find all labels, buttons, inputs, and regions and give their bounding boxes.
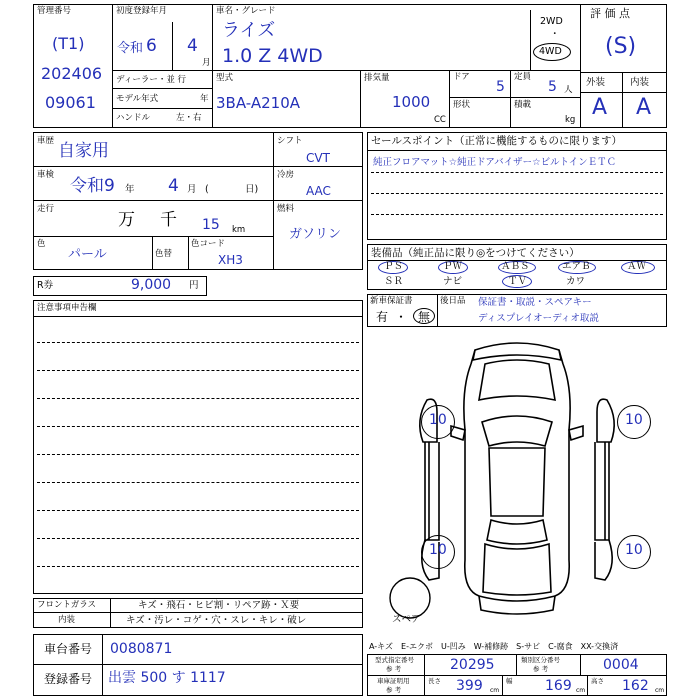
inspection-year-unit: 年	[125, 184, 135, 195]
height: 162	[622, 678, 649, 694]
loading-label: 積載	[514, 100, 532, 110]
color-code: XH3	[218, 253, 243, 267]
drive-4wd: 4WD	[539, 46, 562, 57]
inspection-month: 4	[168, 176, 179, 196]
recycle-frame	[33, 276, 207, 296]
warranty-label: 新車保証書	[370, 296, 413, 306]
km-unit: km	[232, 225, 246, 235]
color-value: パール	[68, 247, 107, 262]
tire-rl: 10	[429, 542, 447, 558]
after-label: 後日品	[440, 296, 466, 306]
mgmt-label: 管理番号	[37, 6, 72, 16]
interior-grade: A	[636, 95, 652, 120]
length: 399	[456, 678, 483, 694]
after-line1: 保証書・取説・スペアキー	[478, 297, 592, 308]
warranty-dot: ・	[395, 310, 408, 324]
reg-year: 6	[146, 36, 157, 56]
width-label: 幅	[506, 677, 513, 685]
chassis-label: 車台番号	[44, 642, 93, 656]
man-unit: 万	[118, 210, 135, 230]
interior-label: 内装	[630, 77, 650, 88]
door-label: ドア	[453, 72, 470, 82]
mileage-label: 走行	[37, 204, 55, 214]
model-code: 3BA-A210A	[216, 94, 301, 112]
person-unit: 人	[564, 85, 573, 95]
tire-fr: 10	[625, 412, 643, 428]
type-label: 型式	[216, 73, 234, 83]
fuel-value: ガソリン	[289, 227, 342, 242]
drive-dot: ・	[550, 29, 560, 40]
category-label: 類別区分番号	[521, 656, 560, 664]
model-designation: 20295	[450, 657, 495, 673]
recycle-value: 9,000	[131, 277, 172, 293]
equipment-label: 装備品（純正品に限り◎をつけてください）	[371, 247, 580, 259]
reg-era: 令和	[117, 41, 144, 56]
reg-month: 4	[187, 36, 198, 56]
shape-label: 形状	[453, 100, 471, 110]
capacity: 5	[548, 79, 557, 95]
handle-options: 左・右	[176, 113, 202, 123]
registration-value: 出雲 500 す 1117	[108, 670, 226, 686]
cert-ref: 参 考	[386, 686, 402, 694]
equip-aw: ＡＷ	[627, 261, 647, 272]
width: 169	[545, 678, 572, 694]
warranty-yes: 有	[376, 310, 389, 324]
color-label: 色	[37, 239, 46, 249]
month-unit: 月	[202, 58, 211, 68]
warranty-no: 無	[418, 310, 431, 324]
doors: 5	[496, 79, 505, 95]
model-designation-label: 型式指定番号	[375, 656, 414, 664]
model-year-label: モデル年式	[116, 94, 159, 104]
eval-score: (S)	[605, 34, 637, 59]
category: 0004	[603, 657, 639, 673]
notes-label: 注意事項申告欄	[37, 303, 97, 313]
equip-leather: カワ	[566, 276, 586, 287]
equip-sr: ＳＲ	[384, 276, 404, 287]
mgmt-t1: (T1)	[52, 34, 85, 53]
drive-2wd: 2WD	[540, 16, 563, 27]
displacement: 1000	[392, 93, 431, 111]
shift-value: CVT	[306, 151, 330, 165]
inspection-month-unit: 月	[187, 184, 197, 195]
equip-navi: ナビ	[443, 276, 463, 287]
chassis-value: 0080871	[110, 641, 173, 657]
cc-unit: CC	[434, 115, 446, 125]
sales-text: 純正フロアマット☆純正ドアバイザー☆ビルトインＥＴＣ	[373, 157, 617, 168]
recycle-unit: 円	[189, 280, 199, 291]
registration-label: 登録番号	[44, 672, 93, 686]
after-line2: ディスプレイオーディオ取説	[478, 313, 599, 324]
ac-label: 冷房	[277, 170, 295, 180]
inspection-era: 令和9	[70, 176, 115, 196]
height-label: 高さ	[591, 677, 604, 685]
shift-label: シフト	[277, 136, 303, 146]
tire-rr: 10	[625, 542, 643, 558]
equip-airb: エアＢ	[562, 261, 591, 272]
recycle-label: R券	[37, 280, 54, 291]
height-unit: cm	[655, 687, 665, 694]
tire-fl: 10	[429, 412, 447, 428]
inspection-day-unit: 日)	[245, 184, 259, 195]
mileage-value: 15	[202, 217, 220, 233]
model-year-unit: 年	[200, 94, 209, 104]
inspection-label: 車検	[37, 170, 55, 180]
car-diagram	[367, 330, 667, 630]
car-name-label: 車名・グレード	[216, 6, 276, 16]
capacity-label: 定員	[514, 72, 532, 82]
sales-frame	[367, 132, 667, 240]
front-glass-items: キズ・飛石・ヒビ割・リペア跡・Ｘ要	[138, 600, 300, 611]
spare-label: スペア	[392, 614, 421, 625]
fuel-label: 燃料	[277, 204, 295, 214]
ac-value: AAC	[306, 184, 331, 198]
header-frame	[33, 4, 667, 128]
interior-damage-label: 内装	[58, 615, 76, 625]
kg-unit: kg	[565, 115, 576, 125]
cert-label: 車庫証明用	[377, 677, 410, 685]
equip-pw: ＰＷ	[443, 261, 463, 272]
color-change-label: 色替	[155, 249, 173, 259]
displacement-label: 排気量	[364, 73, 390, 83]
width-unit: cm	[576, 687, 586, 694]
car-name: ライズ	[222, 20, 276, 41]
history-value: 自家用	[58, 141, 109, 161]
inspection-day-open: (	[205, 184, 209, 195]
notes-frame	[33, 300, 363, 594]
exterior-label: 外装	[586, 77, 606, 88]
dealer-label: ディーラー・並 行	[116, 75, 187, 85]
sales-label: セールスポイント（正常に機能するものに限ります）	[371, 135, 623, 147]
equip-tv: ＴＶ	[508, 276, 528, 287]
equip-abs: ＡＢＳ	[501, 261, 530, 272]
sen-unit: 千	[160, 210, 177, 230]
interior-damage-items: キズ・汚レ・コゲ・穴・スレ・キレ・破レ	[126, 615, 307, 626]
mgmt-num2: 09061	[45, 93, 96, 112]
history-label: 車歴	[37, 136, 55, 146]
category-ref: 参 考	[533, 665, 549, 673]
length-label: 長さ	[428, 677, 441, 685]
damage-legend: A-キズ E-エクボ U-凹み W-補修跡 S-サビ C-腐食 XX-交換済	[369, 642, 619, 651]
color-code-label: 色コード	[191, 239, 226, 249]
length-unit: cm	[490, 687, 500, 694]
equip-ps: ＰＳ	[384, 261, 404, 272]
front-glass-label: フロントガラス	[37, 600, 96, 610]
car-grade: 1.0 Z 4WD	[222, 45, 323, 67]
exterior-grade: A	[592, 95, 608, 120]
mgmt-num1: 202406	[41, 64, 103, 83]
first-reg-label: 初度登録年月	[116, 6, 168, 16]
eval-label: 評 価 点	[590, 7, 630, 20]
model-designation-ref: 参 考	[386, 665, 402, 673]
handle-label: ハンドル	[116, 113, 151, 123]
